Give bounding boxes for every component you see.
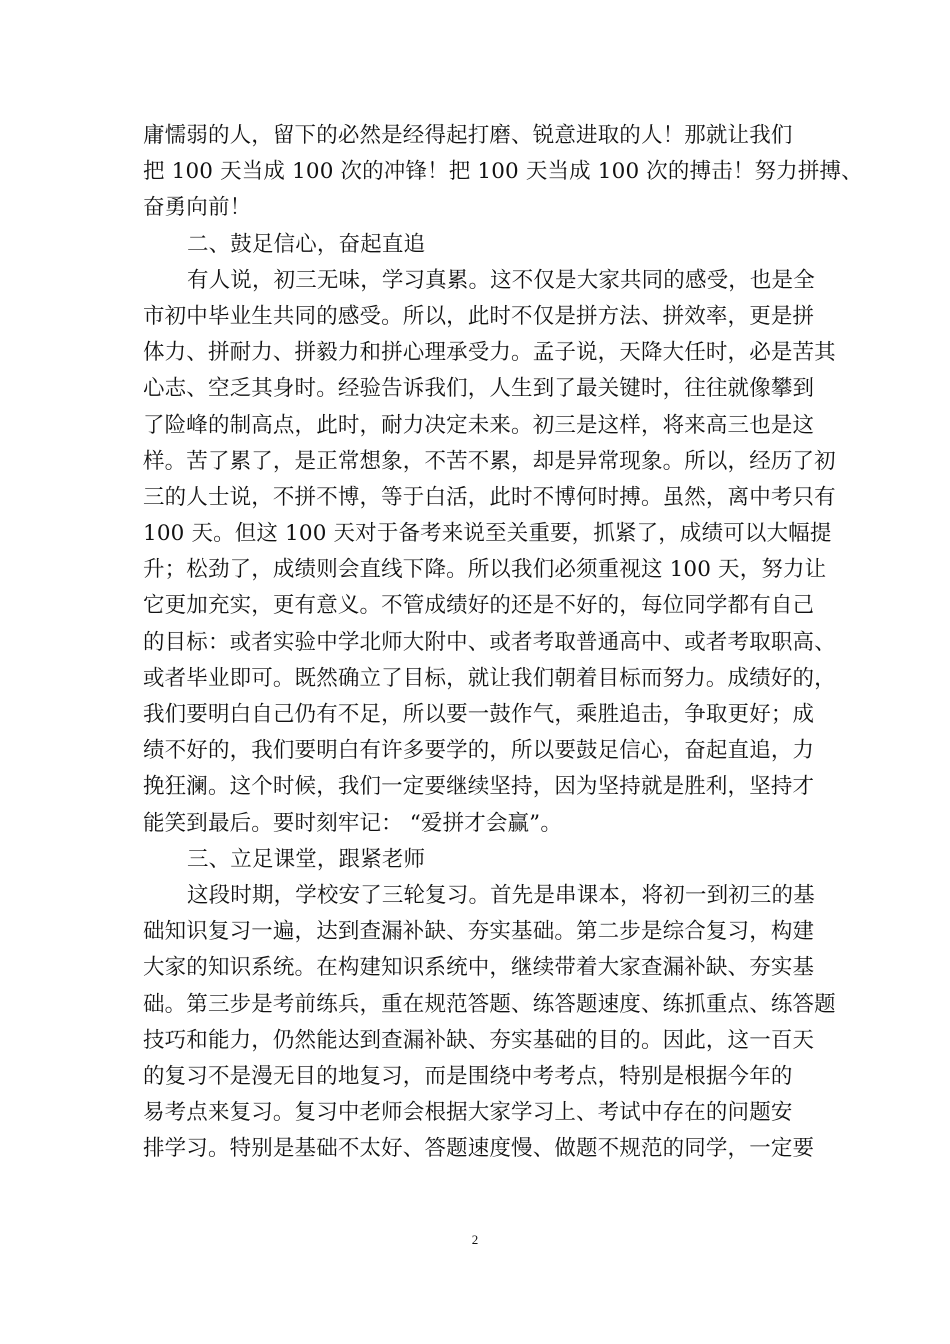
text-line: 庸懦弱的人，留下的必然是经得起打磨、锐意进取的人！那就让我们	[143, 123, 793, 148]
text-line: 易考点来复习。复习中老师会根据大家学习上、考试中存在的问题安	[143, 1100, 793, 1126]
section-heading: 三、立足课堂，跟紧老师	[187, 846, 426, 872]
text-line: 础。第三步是考前练兵，重在规范答题、练答题速度、练抓重点、练答题	[143, 991, 836, 1017]
text-line: 三的人士说，不拼不博，等于白活，此时不博何时搏。虽然，离中考只有	[143, 484, 836, 510]
text-line: 样。苦了累了，是正常想象，不苦不累，却是异常现象。所以，经历了初	[143, 448, 836, 474]
paragraph-start-line: 有人说，初三无味，学习真累。这不仅是大家共同的感受，也是全	[187, 267, 815, 293]
text-line: 奋勇向前！	[143, 195, 252, 221]
text-line: 的目标：或者实验中学北师大附中、或者考取普通高中、或者考取职高、	[143, 629, 836, 655]
paragraph-start-line: 这段时期，学校安了三轮复习。首先是串课本，将初一到初三的基	[187, 882, 815, 908]
text-line: 把 100 天当成 100 次的冲锋！把 100 天当成 100 次的搏击！努力拼搏、	[143, 159, 863, 185]
text-line: 市初中毕业生共同的感受。所以，此时不仅是拼方法、拼效率，更是拼	[143, 303, 815, 329]
text-line: 升；松劲了，成绩则会直线下降。所以我们必须重视这 100 天，努力让	[143, 557, 827, 583]
text-line: 挽狂澜。这个时候，我们一定要继续坚持，因为坚持就是胜利，坚持才	[143, 774, 815, 800]
text-line: 了险峰的制高点，此时，耐力决定未来。初三是这样，将来高三也是这	[143, 412, 815, 438]
text-line: 的复习不是漫无目的地复习，而是围绕中考考点，特别是根据今年的	[143, 1063, 793, 1089]
text-line: 础知识复习一遍，达到查漏补缺、夯实基础。第二步是综合复习，构建	[143, 919, 815, 945]
section-heading: 二、鼓足信心，奋起直追	[187, 231, 426, 257]
page-number: 2	[471, 1232, 479, 1247]
text-line: 或者毕业即可。既然确立了目标，就让我们朝着目标而努力。成绩好的，	[143, 665, 836, 691]
text-line: 能笑到最后。要时刻牢记： “爱拼才会赢”。	[143, 810, 562, 836]
text-line: 排学习。特别是基础不太好、答题速度慢、做题不规范的同学，一定要	[143, 1136, 815, 1162]
text-line: 大家的知识系统。在构建知识系统中，继续带着大家查漏补缺、夯实基	[143, 955, 815, 981]
text-line: 100 天。但这 100 天对于备考来说至关重要，抓紧了，成绩可以大幅提	[143, 521, 832, 547]
text-line: 我们要明白自己仍有不足，所以要一鼓作气，乘胜追击，争取更好；成	[143, 702, 815, 727]
text-line: 技巧和能力，仍然能达到查漏补缺、夯实基础的目的。因此，这一百天	[143, 1027, 815, 1053]
body-text	[143, 118, 863, 1167]
text-line: 它更加充实，更有意义。不管成绩好的还是不好的，每位同学都有自己	[143, 593, 815, 619]
text-line: 心志、空乏其身时。经验告诉我们，人生到了最关键时，往往就像攀到	[143, 376, 815, 402]
text-line: 绩不好的，我们要明白有许多要学的，所以要鼓足信心，奋起直追，力	[143, 738, 815, 764]
text-line: 体力、拼耐力、拼毅力和拼心理承受力。孟子说，天降大任时，必是苦其	[143, 340, 836, 366]
